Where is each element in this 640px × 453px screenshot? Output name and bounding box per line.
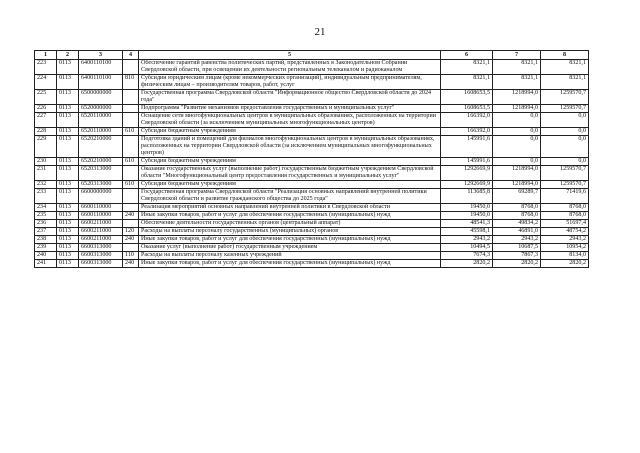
table-row [35, 105, 589, 113]
table-row [35, 236, 589, 244]
table-row [35, 60, 589, 75]
amount-year-1: 166392,0 [441, 113, 493, 128]
expense-type-code: 120 [123, 228, 139, 236]
target-article-code: 6600211000 [79, 236, 123, 244]
amount-year-2: 2943,2 [493, 236, 541, 244]
amount-year-3: 8768,0 [541, 204, 589, 212]
target-article-code: 6520110000 [79, 113, 123, 128]
amount-year-2: 0,0 [493, 136, 541, 158]
section-code: 0113 [57, 244, 79, 252]
table-row [35, 212, 589, 220]
amount-year-3: 8321,1 [541, 75, 589, 90]
target-article-code: 6500000000 [79, 90, 123, 105]
section-code: 0113 [57, 181, 79, 189]
row-number: 225 [35, 90, 57, 105]
amount-year-1: 2820,2 [441, 260, 493, 268]
section-code: 0113 [57, 90, 79, 105]
amount-year-1: 1608653,5 [441, 105, 493, 113]
expense-type-code [123, 220, 139, 228]
row-number: 227 [35, 113, 57, 128]
table-row [35, 158, 589, 166]
amount-year-1: 19450,0 [441, 212, 493, 220]
row-number: 223 [35, 60, 57, 75]
amount-year-2: 10687,5 [493, 244, 541, 252]
target-article-code: 6600110000 [79, 212, 123, 220]
section-code: 0113 [57, 60, 79, 75]
amount-year-1: 145991,6 [441, 158, 493, 166]
target-article-code: 6520210000 [79, 158, 123, 166]
amount-year-2: 49834,2 [493, 220, 541, 228]
expense-type-code: 610 [123, 128, 139, 136]
expense-type-code: 240 [123, 236, 139, 244]
table-row [35, 90, 589, 105]
row-number: 239 [35, 244, 57, 252]
amount-year-2: 8321,1 [493, 60, 541, 75]
amount-year-3: 71419,6 [541, 189, 589, 204]
item-name: Оказание услуг (выполнение работ) государственным учреждением [139, 244, 441, 252]
amount-year-3: 2943,2 [541, 236, 589, 244]
budget-table [34, 50, 589, 268]
amount-year-2: 8768,0 [493, 212, 541, 220]
row-number: 235 [35, 212, 57, 220]
item-name: Иные закупки товаров, работ и услуг для обеспечения государственных (муниципальных) нужд [139, 212, 441, 220]
item-name: Субсидии бюджетным учреждениям [139, 128, 441, 136]
page-number: 21 [314, 26, 326, 38]
expense-type-code [123, 105, 139, 113]
item-name: Реализация мероприятий основных направлений внутренней политики в Свердловской области [139, 204, 441, 212]
amount-year-2: 46891,0 [493, 228, 541, 236]
row-number: 228 [35, 128, 57, 136]
section-code: 0113 [57, 136, 79, 158]
amount-year-3: 1259570,7 [541, 181, 589, 189]
amount-year-2: 0,0 [493, 158, 541, 166]
table-body [35, 60, 589, 268]
section-code: 0113 [57, 252, 79, 260]
amount-year-2: 1218994,0 [493, 105, 541, 113]
expense-type-code: 240 [123, 260, 139, 268]
table-row [35, 189, 589, 204]
amount-year-1: 10494,5 [441, 244, 493, 252]
amount-year-1: 166392,0 [441, 128, 493, 136]
row-number: 241 [35, 260, 57, 268]
amount-year-3: 8134,0 [541, 252, 589, 260]
table-row [35, 228, 589, 236]
item-name: Обеспечение гарантий равенства политических партий, представленных в Законодательном Собрании Свердловской области, при освещении их деятельности региональным телеканалом и радиоканалом [139, 60, 441, 75]
amount-year-1: 7674,3 [441, 252, 493, 260]
column-header: 6 [441, 51, 493, 60]
row-number: 224 [35, 75, 57, 90]
row-number: 238 [35, 236, 57, 244]
column-header: 5 [139, 51, 441, 60]
target-article-code: 6600000000 [79, 189, 123, 204]
expense-type-code [123, 60, 139, 75]
target-article-code: 6600211000 [79, 220, 123, 228]
item-name: Субсидии юридическим лицам (кроме некоммерческих организаций), индивидуальным предпринимателям, физическим лицам – производителям товаров, работ, услуг [139, 75, 441, 90]
amount-year-1: 2943,2 [441, 236, 493, 244]
amount-year-1: 8321,1 [441, 60, 493, 75]
amount-year-3: 0,0 [541, 113, 589, 128]
column-header: 8 [541, 51, 589, 60]
amount-year-1: 45598,1 [441, 228, 493, 236]
table-row [35, 75, 589, 90]
amount-year-1: 145991,6 [441, 136, 493, 158]
amount-year-1: 1292669,9 [441, 166, 493, 181]
target-article-code: 6520313000 [79, 181, 123, 189]
target-article-code: 6600313000 [79, 260, 123, 268]
amount-year-3: 1259570,7 [541, 166, 589, 181]
table-row [35, 113, 589, 128]
expense-type-code [123, 113, 139, 128]
amount-year-2: 1218994,0 [493, 90, 541, 105]
section-code: 0113 [57, 158, 79, 166]
item-name: Государственная программа Свердловской области "Информационное общество Свердловской области до 2024 года" [139, 90, 441, 105]
row-number: 233 [35, 189, 57, 204]
expense-type-code [123, 90, 139, 105]
amount-year-2: 1218994,0 [493, 181, 541, 189]
amount-year-3: 0,0 [541, 136, 589, 158]
item-name: Оказание государственных услуг (выполнение работ) государственным бюджетным учреждением Свердловской области "Многофункциональный центр предоставления государственных и муниципальных услуг" [139, 166, 441, 181]
amount-year-2: 0,0 [493, 128, 541, 136]
table-row [35, 166, 589, 181]
table-header-row [35, 51, 589, 60]
target-article-code: 6520313000 [79, 166, 123, 181]
target-article-code: 6520000000 [79, 105, 123, 113]
item-name: Иные закупки товаров, работ и услуг для обеспечения государственных (муниципальных) нужд [139, 260, 441, 268]
section-code: 0113 [57, 75, 79, 90]
section-code: 0113 [57, 212, 79, 220]
amount-year-1: 8321,1 [441, 75, 493, 90]
expense-type-code: 240 [123, 212, 139, 220]
table-row [35, 244, 589, 252]
table-row [35, 220, 589, 228]
expense-type-code [123, 244, 139, 252]
amount-year-3: 0,0 [541, 158, 589, 166]
amount-year-3: 8768,0 [541, 212, 589, 220]
expense-type-code [123, 166, 139, 181]
item-name: Обеспечение деятельности государственных органов (центральный аппарат) [139, 220, 441, 228]
expense-type-code: 610 [123, 181, 139, 189]
column-header: 7 [493, 51, 541, 60]
target-article-code: 6600313000 [79, 244, 123, 252]
amount-year-3: 10954,2 [541, 244, 589, 252]
item-name: Государственная программа Свердловской области "Реализация основных направлений внутренней политики Свердловской области и развитие гражданского общества до 2025 года" [139, 189, 441, 204]
amount-year-2: 69289,7 [493, 189, 541, 204]
item-name: Расходы на выплаты персоналу государственных (муниципальных) органов [139, 228, 441, 236]
table-row [35, 128, 589, 136]
column-header: 1 [35, 51, 57, 60]
column-header: 2 [57, 51, 79, 60]
section-code: 0113 [57, 236, 79, 244]
target-article-code: 6600110000 [79, 204, 123, 212]
section-code: 0113 [57, 128, 79, 136]
expense-type-code: 810 [123, 75, 139, 90]
expense-type-code [123, 204, 139, 212]
expense-type-code [123, 189, 139, 204]
expense-type-code: 110 [123, 252, 139, 260]
row-number: 230 [35, 158, 57, 166]
amount-year-3: 0,0 [541, 128, 589, 136]
amount-year-2: 8768,0 [493, 204, 541, 212]
amount-year-3: 1259570,7 [541, 90, 589, 105]
row-number: 226 [35, 105, 57, 113]
target-article-code: 6400110100 [79, 60, 123, 75]
row-number: 237 [35, 228, 57, 236]
amount-year-2: 1218994,0 [493, 166, 541, 181]
table-row [35, 260, 589, 268]
row-number: 234 [35, 204, 57, 212]
row-number: 236 [35, 220, 57, 228]
table-row [35, 136, 589, 158]
item-name: Оснащение сети многофункциональных центров в муниципальных образованиях, расположенных на территории Свердловской области (за исключением муниципальных многофункциональных центров) [139, 113, 441, 128]
section-code: 0113 [57, 228, 79, 236]
amount-year-1: 48541,3 [441, 220, 493, 228]
expense-type-code: 610 [123, 158, 139, 166]
amount-year-1: 113685,8 [441, 189, 493, 204]
expense-type-code [123, 136, 139, 158]
amount-year-2: 2820,2 [493, 260, 541, 268]
section-code: 0113 [57, 260, 79, 268]
amount-year-3: 2820,2 [541, 260, 589, 268]
amount-year-3: 1259570,7 [541, 105, 589, 113]
target-article-code: 6520110000 [79, 128, 123, 136]
row-number: 231 [35, 166, 57, 181]
item-name: Расходы на выплаты персоналу казенных учреждений [139, 252, 441, 260]
table-row [35, 181, 589, 189]
amount-year-2: 0,0 [493, 113, 541, 128]
amount-year-2: 8321,1 [493, 75, 541, 90]
amount-year-3: 51697,4 [541, 220, 589, 228]
column-header: 3 [79, 51, 123, 60]
row-number: 229 [35, 136, 57, 158]
section-code: 0113 [57, 113, 79, 128]
row-number: 232 [35, 181, 57, 189]
table-row [35, 204, 589, 212]
item-name: Иные закупки товаров, работ и услуг для обеспечения государственных (муниципальных) нужд [139, 236, 441, 244]
section-code: 0113 [57, 220, 79, 228]
amount-year-3: 8321,1 [541, 60, 589, 75]
item-name: Подготовка зданий и помещений для филиалов многофункциональных центров в муниципальных образованиях, расположенных на территории Свердловской области (за исключением муниципальных многофункциональных центров) [139, 136, 441, 158]
item-name: Субсидии бюджетным учреждениям [139, 158, 441, 166]
row-number: 240 [35, 252, 57, 260]
amount-year-1: 1608653,5 [441, 90, 493, 105]
amount-year-1: 19450,0 [441, 204, 493, 212]
item-name: Субсидии бюджетным учреждениям [139, 181, 441, 189]
section-code: 0113 [57, 166, 79, 181]
target-article-code: 6400110100 [79, 75, 123, 90]
amount-year-2: 7867,3 [493, 252, 541, 260]
section-code: 0113 [57, 204, 79, 212]
section-code: 0113 [57, 105, 79, 113]
table-row [35, 252, 589, 260]
target-article-code: 6600313000 [79, 252, 123, 260]
item-name: Подпрограмма "Развитие механизмов предоставления государственных и муниципальных услуг" [139, 105, 441, 113]
amount-year-3: 48754,2 [541, 228, 589, 236]
section-code: 0113 [57, 189, 79, 204]
amount-year-1: 1292669,9 [441, 181, 493, 189]
target-article-code: 6520210000 [79, 136, 123, 158]
column-header: 4 [123, 51, 139, 60]
target-article-code: 6600211000 [79, 228, 123, 236]
